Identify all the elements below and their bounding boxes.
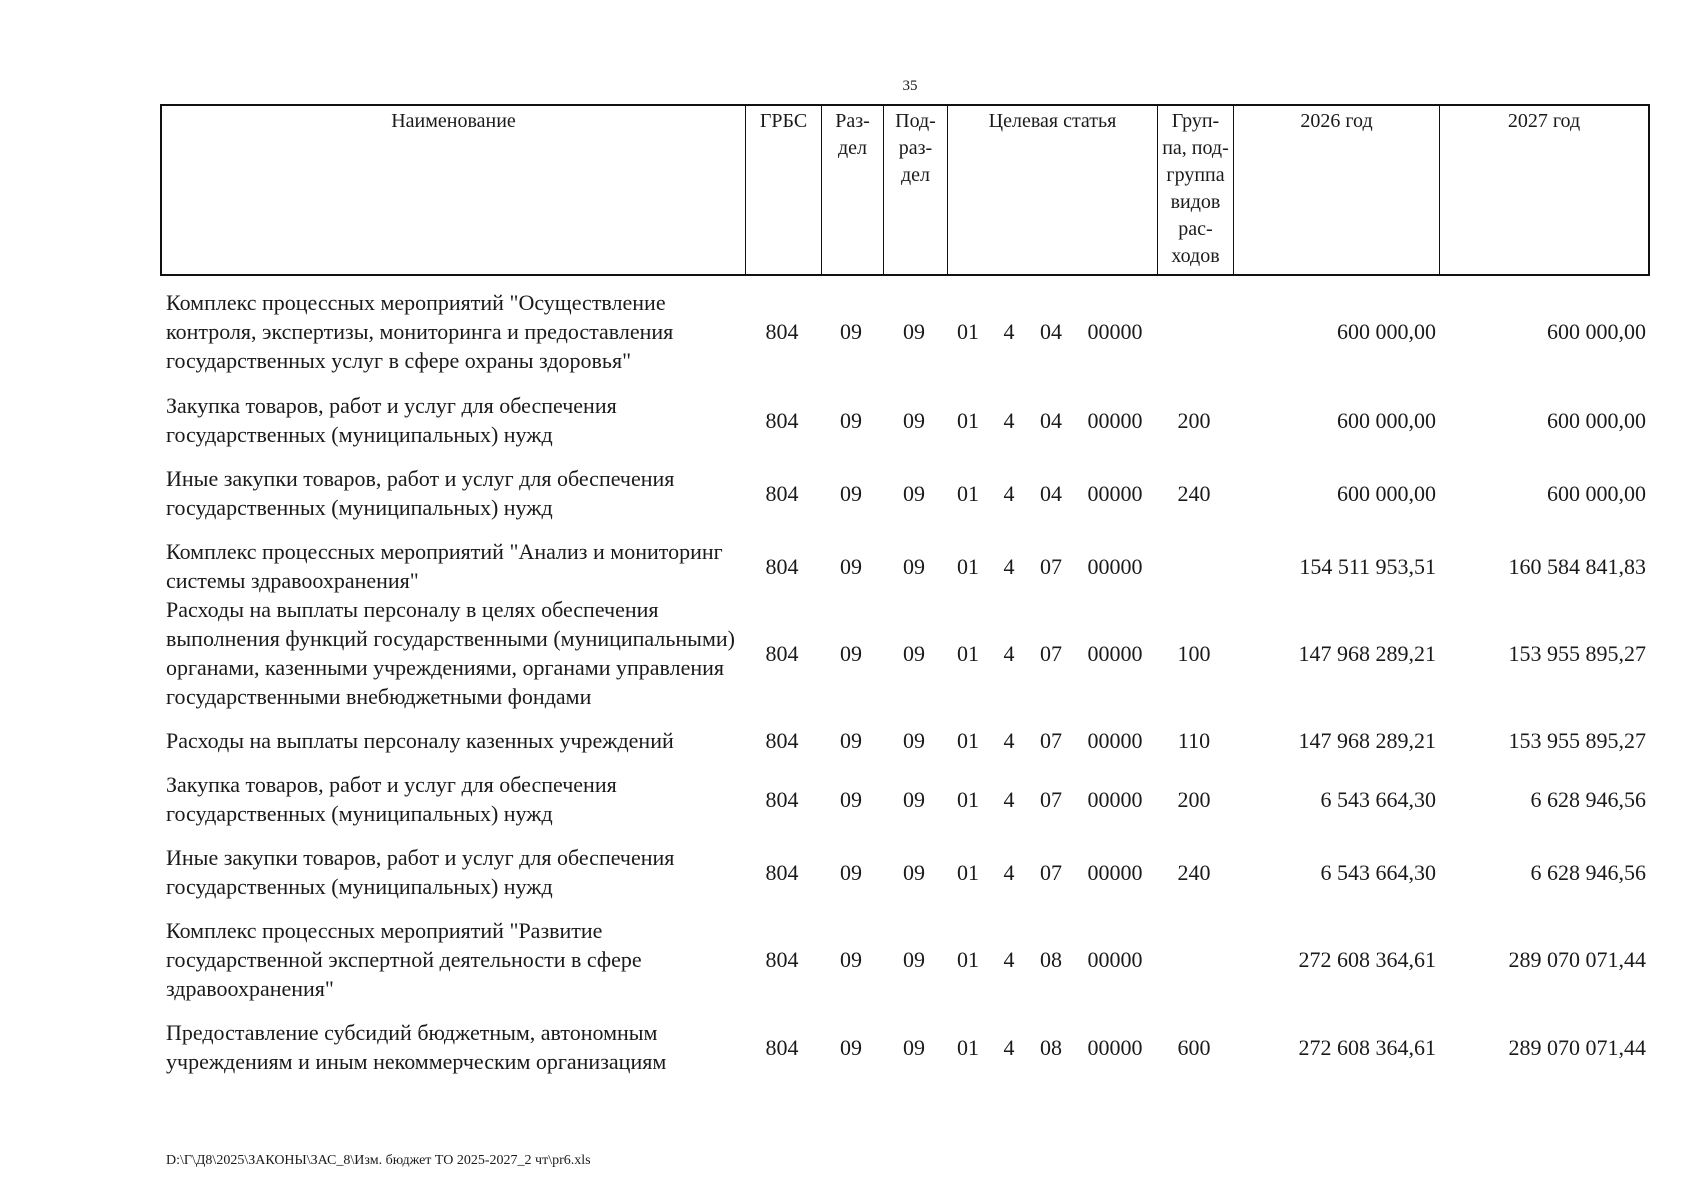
table-row: [160, 537, 1650, 595]
row-amount-2026: 272 608 364,61: [1298, 1034, 1436, 1060]
row-amount-2026: 600 000,00: [1337, 319, 1436, 344]
row-name: Иные закупки товаров, работ и услуг для обеспечения государственных (муниципальных) нужд: [166, 845, 675, 899]
row-name: Иные закупки товаров, работ и услуг для обеспечения государственных (муниципальных) нужд: [166, 466, 675, 520]
row-target-type: 4: [1003, 480, 1015, 506]
row-razdel: 09: [840, 553, 862, 579]
row-name: Закупка товаров, работ и услуг для обеспечения государственных (муниципальных) нужд: [166, 772, 617, 826]
row-target-direction: 00000: [1087, 1034, 1143, 1060]
table-header: [160, 104, 1650, 276]
header-grbs: ГРБС: [746, 106, 822, 274]
row-target-complex: 08: [1040, 947, 1062, 972]
row-grbs: 804: [765, 407, 799, 433]
row-gruppa: 200: [1177, 786, 1211, 812]
row-grbs: 804: [765, 553, 799, 579]
row-name: Закупка товаров, работ и услуг для обеспечения государственных (муниципальных) нужд: [166, 393, 617, 447]
row-amount-2027: 600 000,00: [1547, 480, 1646, 506]
table-row: [160, 464, 1650, 522]
row-podrazdel: 09: [903, 319, 925, 344]
table-row: [160, 595, 1650, 711]
row-target-program: 01: [957, 859, 979, 885]
row-grbs: 804: [765, 319, 799, 344]
header-year-2026: 2026 год: [1234, 106, 1440, 274]
row-target-complex: 08: [1040, 1034, 1062, 1060]
row-gruppa: 200: [1177, 407, 1211, 433]
row-gruppa: 600: [1177, 1034, 1211, 1060]
table-row: [160, 391, 1650, 449]
row-amount-2027: 153 955 895,27: [1508, 728, 1646, 753]
header-year-2027: 2027 год: [1507, 110, 1581, 132]
row-target-program: 01: [957, 640, 979, 666]
table-row: [160, 1018, 1650, 1076]
table-row: [160, 288, 1650, 375]
row-podrazdel: 09: [903, 728, 925, 753]
row-amount-2027: 6 628 946,56: [1530, 786, 1646, 812]
file-path-footer: D:\Г\Д8\2025\ЗАКОНЫ\ЗАС_8\Изм. бюджет ТО 2025-2027_2 чт\pr6.xls: [166, 1153, 591, 1168]
row-target-complex: 04: [1040, 319, 1062, 344]
row-podrazdel: 09: [903, 480, 925, 506]
row-target-type: 4: [1003, 728, 1015, 753]
row-amount-2026: 272 608 364,61: [1298, 947, 1436, 972]
row-grbs: 804: [765, 859, 799, 885]
row-podrazdel: 09: [903, 407, 925, 433]
row-grbs: 804: [765, 947, 799, 972]
header-celevaya-statya: Целевая статья: [948, 106, 1158, 274]
row-target-program: 01: [957, 319, 979, 344]
row-target-direction: 00000: [1087, 786, 1143, 812]
row-amount-2027: 6 628 946,56: [1530, 859, 1646, 885]
row-razdel: 09: [840, 319, 862, 344]
header-podrazdel: Под- раз- дел: [884, 106, 948, 274]
row-grbs: 804: [765, 728, 799, 753]
row-target-program: 01: [957, 947, 979, 972]
row-target-direction: 00000: [1087, 480, 1143, 506]
row-gruppa: 100: [1177, 640, 1211, 666]
row-target-complex: 07: [1040, 553, 1062, 579]
table-row: [160, 916, 1650, 1003]
row-amount-2026: 147 968 289,21: [1298, 640, 1436, 666]
row-razdel: 09: [840, 1034, 862, 1060]
row-name: Комплекс процессных мероприятий "Осуществление контроля, экспертизы, мониторинга и предоставления государственных услуг в сфере охраны здоровья": [166, 290, 674, 373]
row-target-direction: 00000: [1087, 947, 1143, 972]
row-podrazdel: 09: [903, 859, 925, 885]
row-target-type: 4: [1003, 859, 1015, 885]
row-podrazdel: 09: [903, 947, 925, 972]
row-podrazdel: 09: [903, 1034, 925, 1060]
row-amount-2027: 289 070 071,44: [1508, 947, 1646, 972]
table-row: [160, 843, 1650, 901]
row-target-type: 4: [1003, 553, 1015, 579]
row-razdel: 09: [840, 786, 862, 812]
row-target-complex: 07: [1040, 786, 1062, 812]
row-target-type: 4: [1003, 319, 1015, 344]
page-number: 35: [902, 78, 918, 94]
row-target-program: 01: [957, 480, 979, 506]
row-target-program: 01: [957, 407, 979, 433]
row-razdel: 09: [840, 407, 862, 433]
row-target-direction: 00000: [1087, 407, 1143, 433]
row-amount-2027: 153 955 895,27: [1508, 640, 1646, 666]
row-amount-2026: 147 968 289,21: [1298, 728, 1436, 753]
budget-table: [160, 288, 1650, 1076]
row-target-program: 01: [957, 553, 979, 579]
row-amount-2026: 600 000,00: [1337, 407, 1436, 433]
row-target-direction: 00000: [1087, 553, 1143, 579]
row-amount-2026: 6 543 664,30: [1320, 859, 1436, 885]
row-grbs: 804: [765, 786, 799, 812]
row-target-complex: 07: [1040, 728, 1062, 753]
header-gruppa: Груп- па, под- группа видов рас- ходов: [1158, 106, 1234, 274]
row-target-type: 4: [1003, 947, 1015, 972]
row-amount-2026: 154 511 953,51: [1299, 553, 1436, 579]
row-target-program: 01: [957, 728, 979, 753]
row-grbs: 804: [765, 480, 799, 506]
row-grbs: 804: [765, 1034, 799, 1060]
row-razdel: 09: [840, 640, 862, 666]
row-target-complex: 07: [1040, 859, 1062, 885]
row-gruppa: 240: [1177, 859, 1211, 885]
row-amount-2027: 289 070 071,44: [1508, 1034, 1646, 1060]
row-target-direction: 00000: [1087, 319, 1143, 344]
row-target-program: 01: [957, 1034, 979, 1060]
row-podrazdel: 09: [903, 640, 925, 666]
row-target-program: 01: [957, 786, 979, 812]
row-gruppa: 240: [1177, 480, 1211, 506]
row-gruppa: 110: [1177, 728, 1211, 753]
row-razdel: 09: [840, 947, 862, 972]
row-amount-2027: 600 000,00: [1547, 407, 1646, 433]
table-row: [160, 726, 1650, 755]
row-target-type: 4: [1003, 640, 1015, 666]
row-name: Предоставление субсидий бюджетным, автономным учреждениям и иным некоммерческим организациям: [166, 1020, 667, 1074]
row-amount-2026: 600 000,00: [1337, 480, 1436, 506]
row-target-type: 4: [1003, 786, 1015, 812]
row-grbs: 804: [765, 640, 799, 666]
header-name: Наименование: [162, 106, 746, 274]
row-target-complex: 04: [1040, 407, 1062, 433]
row-target-direction: 00000: [1087, 728, 1143, 753]
row-target-direction: 00000: [1087, 859, 1143, 885]
row-name: Комплекс процессных мероприятий "Анализ и мониторинг системы здравоохранения": [166, 539, 723, 593]
row-target-type: 4: [1003, 407, 1015, 433]
row-target-direction: 00000: [1087, 640, 1143, 666]
row-razdel: 09: [840, 480, 862, 506]
row-target-type: 4: [1003, 1034, 1015, 1060]
row-amount-2027: 600 000,00: [1547, 319, 1646, 344]
row-target-complex: 07: [1040, 640, 1062, 666]
row-amount-2026: 6 543 664,30: [1320, 786, 1436, 812]
row-amount-2027: 160 584 841,83: [1508, 553, 1646, 579]
row-podrazdel: 09: [903, 786, 925, 812]
row-name: Комплекс процессных мероприятий "Развитие государственной экспертной деятельности в сфере здравоохранения": [166, 918, 642, 1001]
row-name: Расходы на выплаты персоналу в целях обеспечения выполнения функций государственными (муниципальными) органами, казенными учреждениями, органами управления государственными внебюджетными фондами: [166, 597, 735, 709]
header-razdel: Раз- дел: [822, 106, 884, 274]
table-row: [160, 770, 1650, 828]
row-razdel: 09: [840, 728, 862, 753]
row-target-complex: 04: [1040, 480, 1062, 506]
row-podrazdel: 09: [903, 553, 925, 579]
row-razdel: 09: [840, 859, 862, 885]
row-name: Расходы на выплаты персоналу казенных учреждений: [166, 728, 674, 753]
